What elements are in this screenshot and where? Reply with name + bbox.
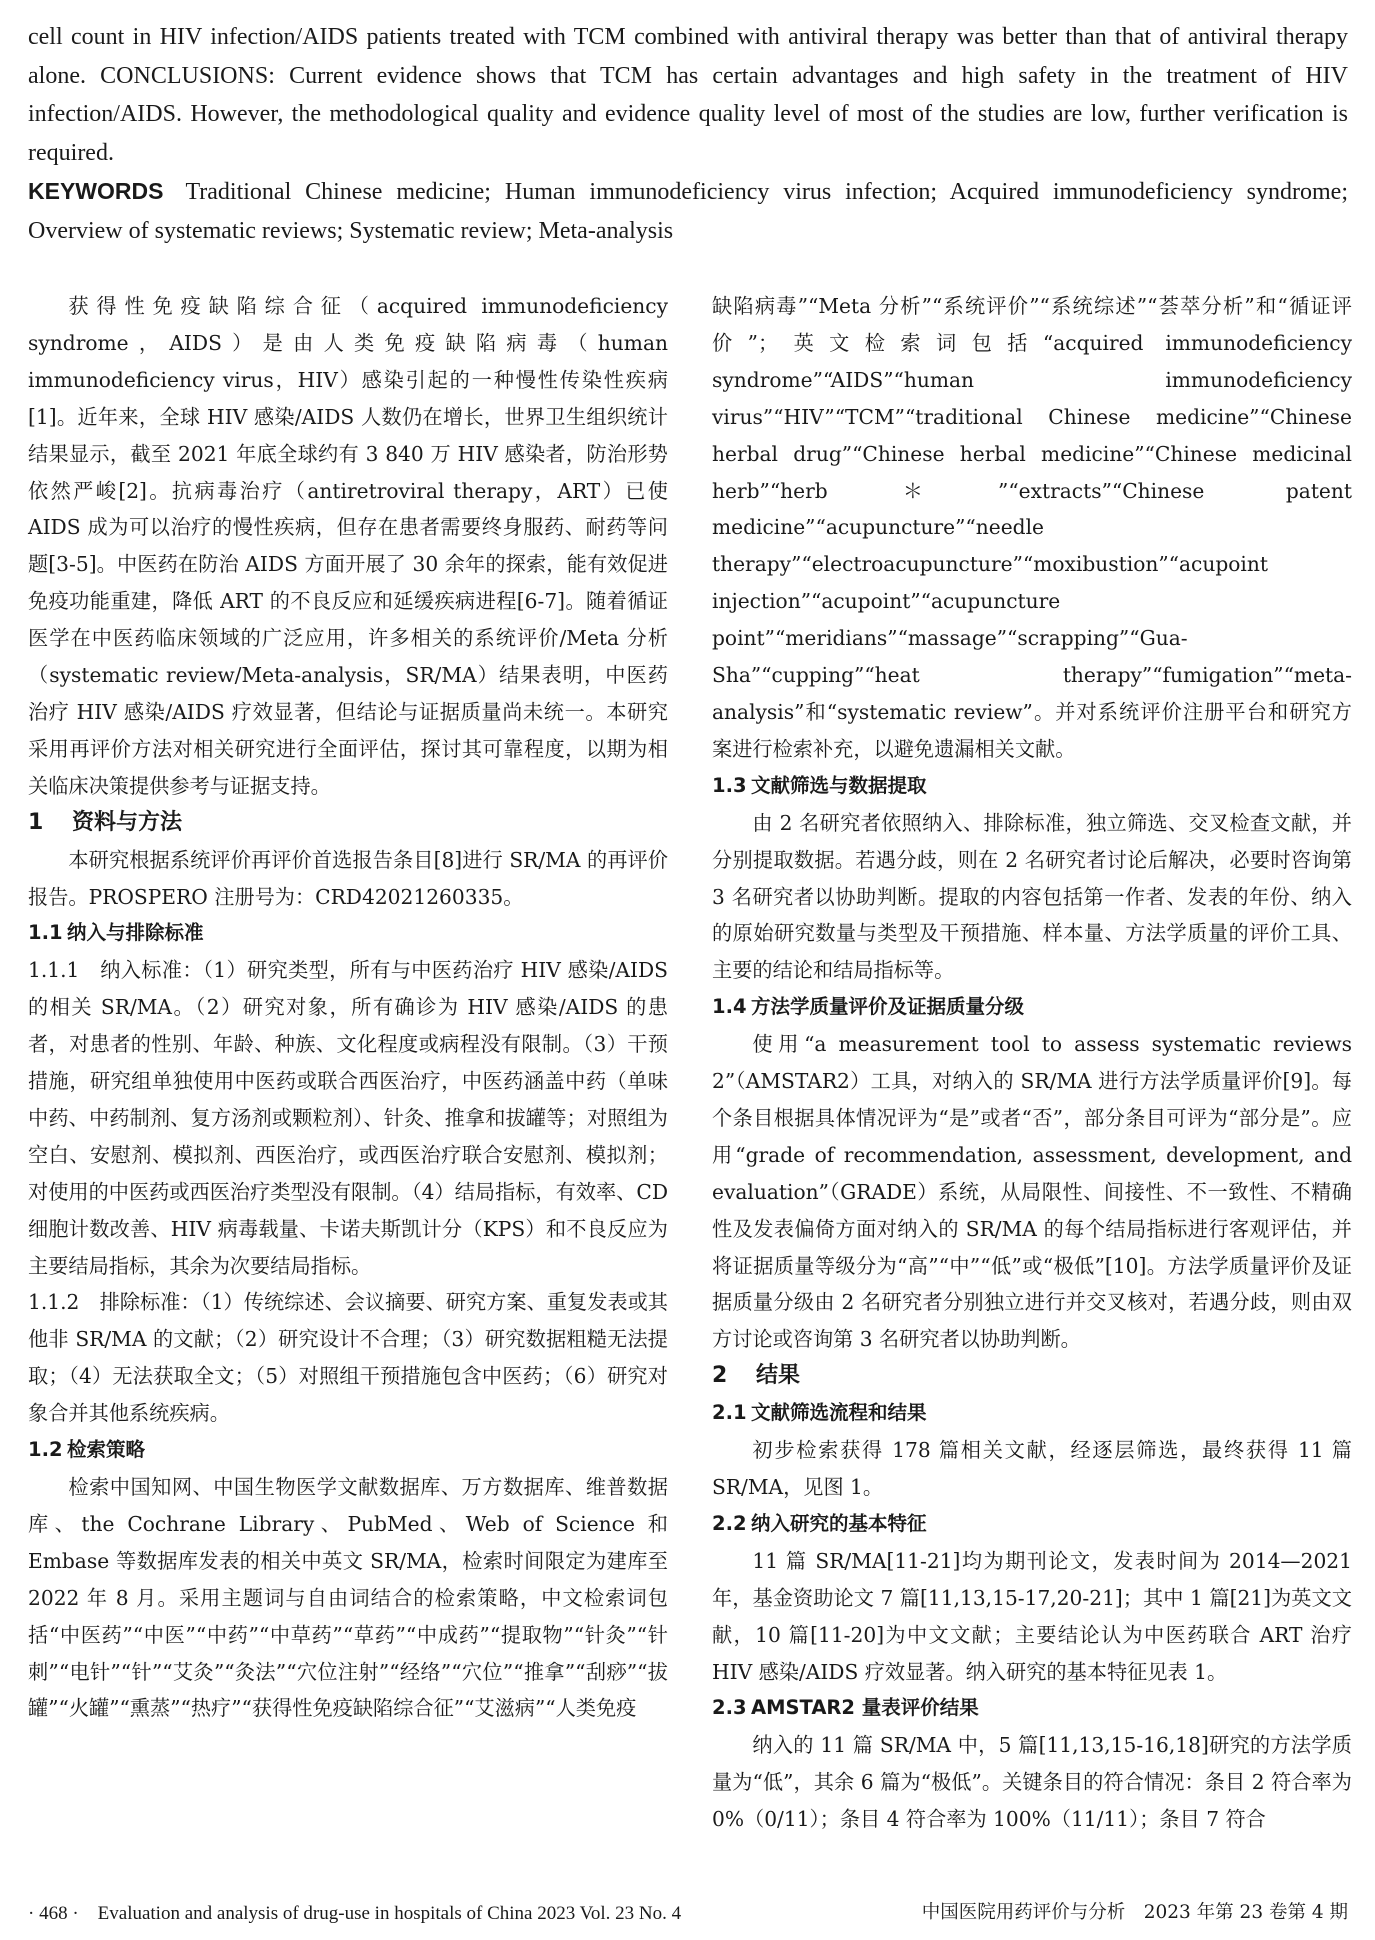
screening-paragraph: 由 2 名研究者依照纳入、排除标准，独立筛选、交叉检查文献，并分别提取数据。若遇分歧，则在 2 名研究者讨论后解决，必要时咨询第 3 名研究者以协助判断。提取的内容包括第一作者、发表的年份、纳入的原始研究数量与类型及干预措施、样本量、方法学质量的评价工具、主要的结论和结局指标等。	[712, 810, 1352, 983]
section-1-1-heading	[28, 915, 668, 952]
section-title: 方法学质量评价及证据质量分级	[751, 995, 1025, 1019]
left-column	[28, 288, 668, 1727]
section-title: 资料与方法	[72, 809, 183, 835]
abstract-text: cell count in HIV infection/AIDS patients treated with TCM combined with antiviral therapy was better than that of antiviral therapy alone. CONCLUSIONS: Current evidence shows that TCM has certain advantages and high safety in the treatment of HIV infection/AIDS. However, the methodological quality and evidence quality level of most of the studies are low, further verification is required.	[28, 24, 1348, 166]
section-2-2-heading	[712, 1506, 1352, 1543]
section-number: 2.1	[712, 1401, 747, 1425]
inclusion-criteria-paragraph: 1.1.1 纳入标准：（1）研究类型，所有与中医药治疗 HIV 感染/AIDS 的相关 SR/MA。（2）研究对象，所有确诊为 HIV 感染/AIDS 的患者，对患者的性别、年龄、种族、文化程度或病程没有限制。（3）干预措施，研究组单独使用中医药或联合西医治疗，中医药涵盖中药（单味中药、中药制剂、复方汤剂或颗粒剂）、针灸、推拿和拔罐等；对照组为空白、安慰剂、模拟剂、西医治疗，或西医治疗联合安慰剂、模拟剂；对使用的中医药或西医治疗类型没有限制。（4）结局指标，有效率、CD 细胞计数改善、HIV 病毒载量、卡诺夫斯凯计分（KPS）和不良反应为主要结局指标，其余为次要结局指标。	[28, 958, 669, 1278]
english-abstract	[28, 18, 1348, 250]
section-2-heading	[712, 1358, 1352, 1395]
section-number: 1.2	[28, 1438, 63, 1462]
section-number: 1.3	[712, 773, 747, 797]
screening-results-paragraph: 初步检索获得 178 篇相关文献，经逐层筛选，最终获得 11 篇 SR/MA，见图 1。	[712, 1438, 1352, 1499]
section-number: 1	[28, 809, 44, 835]
section-2-1-heading	[712, 1395, 1352, 1432]
quality-assessment-paragraph: 使用“a measurement tool to assess systematic reviews 2”（AMSTAR2）工具，对纳入的 SR/MA 进行方法学质量评价[9]。每个条目根据具体情况评为“是”或者“否”，部分条目可评为“部分是”。应用“grade of recommendation, assessment, development, and evaluation”（GRADE）系统，从局限性、间接性、不一致性、不精确性及发表偏倚方面对纳入的 SR/MA 的每个结局指标进行客观评估，并将证据质量等级分为“高”“中”“低”或“极低”[10]。方法学质量评价及证据质量分级由 2 名研究者分别独立进行并交叉核对，若遇分歧，则由双方讨论或咨询第 3 名研究者以协助判断。	[712, 1032, 1352, 1352]
search-strategy-continued: 缺陷病毒”“Meta 分析”“系统评价”“系统综述”“荟萃分析”和“循证评价”；英文检索词包括“acquired immunodeficiency syndrome”“AIDS”“human immunodeficiency virus”“HIV”“TCM”“traditional Chinese medicine”“Chinese herbal drug”“Chinese herbal medicine”“Chinese medicinal herb”“herb＊”“extracts”“Chinese patent medicine”“acupuncture”“needle therapy”“electroacupuncture”“moxibustion”“acupoint injection”“acupoint”“acupuncture point”“meridians”“massage”“scrapping”“Gua-Sha”“cupping”“heat therapy”“fumigation”“meta-analysis”和“systematic review”。并对系统评价注册平台和研究方案进行检索补充，以避免遗漏相关文献。	[712, 294, 1352, 761]
section-title: 纳入研究的基本特征	[751, 1511, 927, 1535]
section-1-heading	[28, 805, 668, 842]
section-number: 1.1	[28, 921, 63, 945]
amstar2-results-paragraph: 纳入的 11 篇 SR/MA 中，5 篇[11,13,15-16,18]研究的方法学质量为“低”，其余 6 篇为“极低”。关键条目的符合情况：条目 2 符合率为 0%（0/11）；条目 4 符合率为 100%（11/11）；条目 7 符合	[712, 1733, 1352, 1832]
section-number: 2.3	[712, 1696, 747, 1720]
section-2-3-heading	[712, 1690, 1352, 1727]
section-title: 结果	[756, 1363, 801, 1389]
section-title: 文献筛选与数据提取	[751, 773, 927, 797]
keywords-text: Traditional Chinese medicine; Human immunodeficiency virus infection; Acquired immunodeficiency syndrome; Overview of systematic reviews; Systematic review; Meta-analysis	[28, 179, 1348, 244]
exclusion-criteria-paragraph: 1.1.2 排除标准：（1）传统综述、会议摘要、研究方案、重复发表或其他非 SR/MA 的文献；（2）研究设计不合理；（3）研究数据粗糙无法提取；（4）无法获取全文；（5）对照组干预措施包含中医药；（6）研究对象合并其他系统疾病。	[28, 1290, 668, 1426]
page-footer	[28, 1898, 1348, 1925]
section-title: 文献筛选流程和结果	[751, 1401, 927, 1425]
intro-paragraph: 获得性免疫缺陷综合征（acquired immunodeficiency syndrome，AIDS）是由人类免疫缺陷病毒（human immunodeficiency virus，HIV）感染引起的一种慢性传染性疾病[1]。近年来，全球 HIV 感染/AIDS 人数仍在增长，世界卫生组织统计结果显示，截至 2021 年底全球约有 3 840 万 HIV 感染者，防治形势依然严峻[2]。抗病毒治疗（antiretroviral therapy，ART）已使 AIDS 成为可以治疗的慢性疾病，但存在患者需要终身服药、耐药等问题[3-5]。中医药在防治 AIDS 方面开展了 30 余年的探索，能有效促进免疫功能重建，降低 ART 的不良反应和延缓疾病进程[6-7]。随着循证医学在中医药临床领域的广泛应用，许多相关的系统评价/Meta 分析（systematic review/Meta-analysis，SR/MA）结果表明，中医药治疗 HIV 感染/AIDS 疗效显著，但结论与证据质量尚未统一。本研究采用再评价方法对相关研究进行全面评估，探讨其可靠程度，以期为相关临床决策提供参考与证据支持。	[28, 294, 668, 798]
section-number: 2.2	[712, 1511, 747, 1535]
right-column	[712, 288, 1352, 1838]
section-number: 2	[712, 1363, 728, 1389]
footer-journal-cn: 中国医院用药评价与分析 2023 年第 23 卷第 4 期	[921, 1902, 1348, 1923]
section-1-paragraph: 本研究根据系统评价再评价首选报告条目[8]进行 SR/MA 的再评价报告。PROSPERO 注册号为：CRD42021260335。	[28, 847, 668, 909]
section-1-4-heading	[712, 989, 1352, 1026]
keywords-label: KEYWORDS	[28, 178, 164, 204]
section-title: AMSTAR2 量表评价结果	[751, 1696, 979, 1720]
keywords-line	[28, 172, 1348, 250]
section-number: 1.4	[712, 995, 747, 1019]
characteristics-paragraph: 11 篇 SR/MA[11-21]均为期刊论文，发表时间为 2014—2021 年，基金资助论文 7 篇[11,13,15-17,20-21]；其中 1 篇[21]为英文文献，10 篇[11-20]为中文文献；主要结论认为中医药联合 ART 治疗 HIV 感染/AIDS 疗效显著。纳入研究的基本特征见表 1。	[712, 1548, 1352, 1684]
section-1-2-heading	[28, 1432, 668, 1469]
section-title: 纳入与排除标准	[67, 921, 204, 945]
section-1-3-heading	[712, 768, 1352, 805]
footer-journal-en: · 468 · Evaluation and analysis of drug-use in hospitals of China 2023 Vol. 23 No. 4	[28, 1903, 682, 1924]
search-strategy-paragraph: 检索中国知网、中国生物医学文献数据库、万方数据库、维普数据库、the Cochrane Library、PubMed、Web of Science 和 Embase 等数据库发表的相关中英文 SR/MA，检索时间限定为建库至 2022 年 8 月。采用主题词与自由词结合的检索策略，中文检索词包括“中医药”“中医”“中药”“中草药”“草药”“中成药”“提取物”“针灸”“针刺”“电针”“针”“艾灸”“灸法”“穴位注射”“经络”“穴位”“推拿”“刮痧”“拔罐”“火罐”“熏蒸”“热疗”“获得性免疫缺陷综合征”“艾滋病”“人类免疫	[28, 1475, 668, 1721]
section-title: 检索策略	[67, 1438, 146, 1462]
